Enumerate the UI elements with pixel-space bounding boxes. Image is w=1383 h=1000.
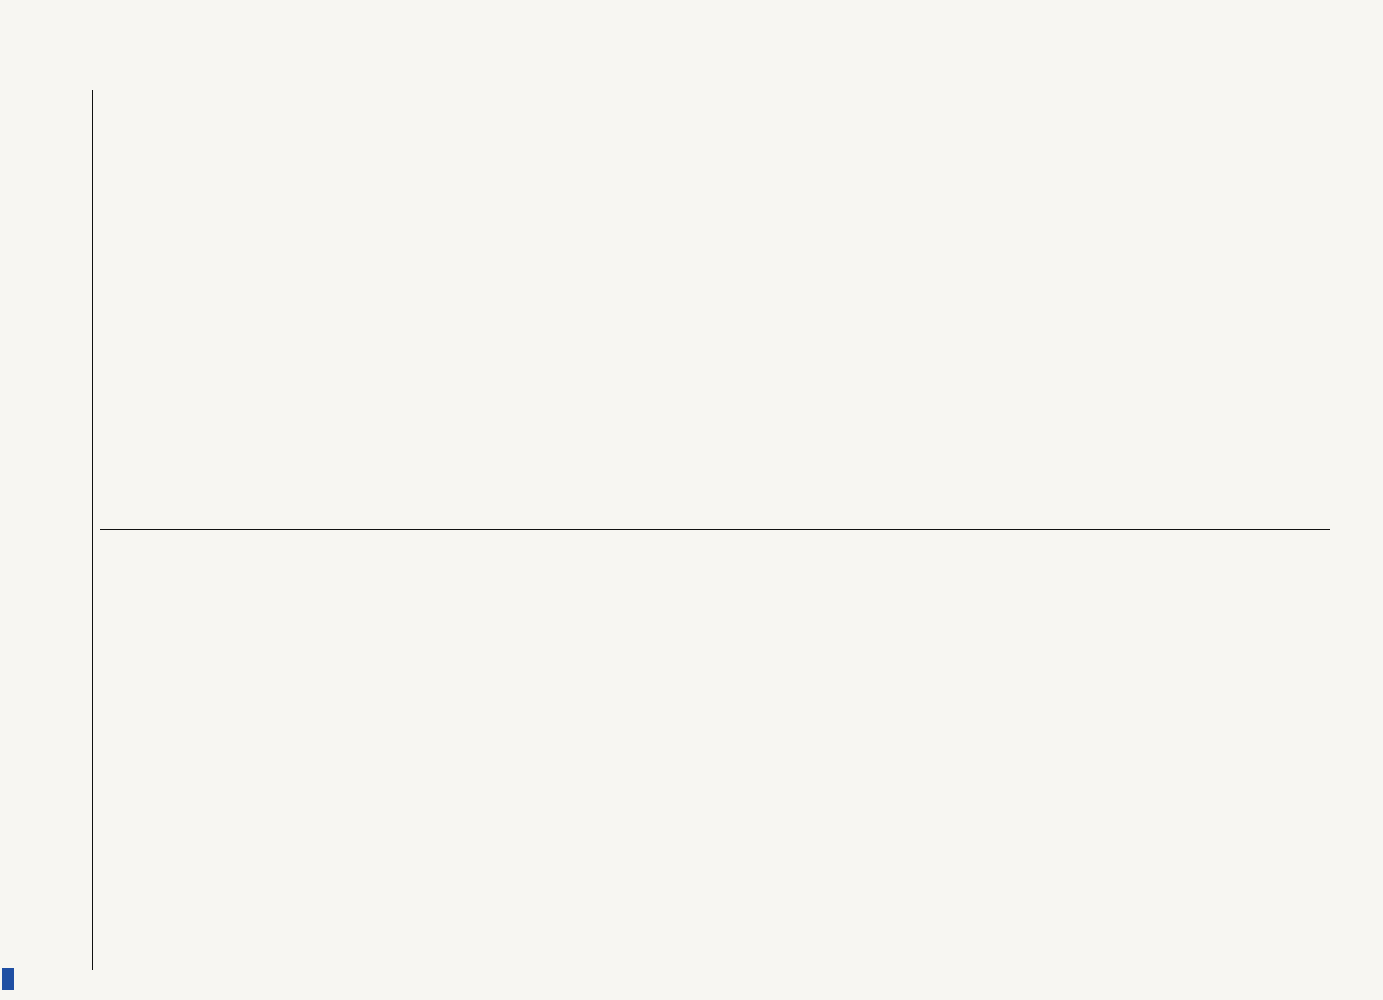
left-column [100, 542, 1330, 952]
column-divider [100, 529, 1330, 530]
rotated-page-content [60, 90, 1340, 970]
right-column [100, 108, 1330, 518]
running-head [60, 90, 93, 970]
scanned-page [60, 90, 1340, 970]
dfg-logo-icon [2, 968, 14, 990]
digitization-credit [2, 0, 16, 1000]
